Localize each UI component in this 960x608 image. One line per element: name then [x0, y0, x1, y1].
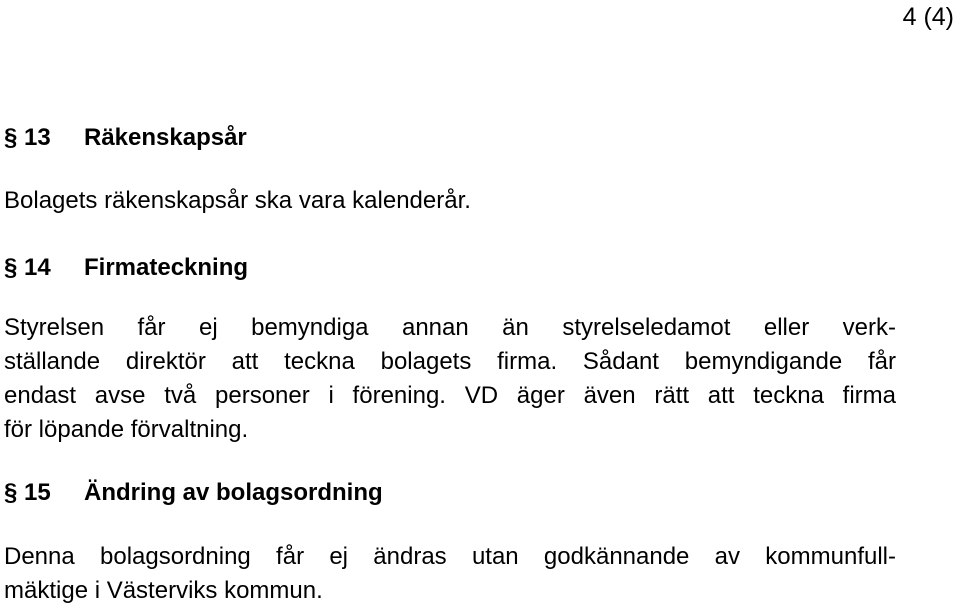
section-number: 13: [24, 124, 51, 151]
section-body-14: [4, 311, 896, 447]
body-line: Denna bolagsordning får ej ändras utan godkännande av kommunfull-: [4, 543, 896, 570]
section-body-13: [4, 184, 896, 218]
section-title: Firmateckning: [84, 254, 249, 281]
section-symbol: §: [4, 479, 18, 506]
body-line: Bolagets räkenskapsår ska vara kalenderår.: [4, 187, 471, 214]
section-heading-13: [4, 123, 247, 153]
section-symbol: §: [4, 124, 18, 151]
section-heading-15: [4, 478, 383, 508]
body-line: Styrelsen får ej bemyndiga annan än styrelseledamot eller verk-: [4, 314, 896, 341]
section-title: Räkenskapsår: [84, 124, 247, 151]
section-number: 14: [24, 254, 51, 281]
section-body-15: [4, 540, 896, 608]
section-heading-14: [4, 253, 248, 283]
section-number: 15: [24, 479, 51, 506]
body-line: för löpande förvaltning.: [4, 416, 249, 443]
body-line: mäktige i Västerviks kommun.: [4, 577, 323, 604]
body-line: endast avse två personer i förening. VD äger även rätt att teckna firma: [4, 382, 896, 409]
body-line: ställande direktör att teckna bolagets firma. Sådant bemyndigande får: [4, 348, 896, 375]
page-number: 4 (4): [902, 3, 954, 31]
section-title: Ändring av bolagsordning: [84, 479, 383, 506]
section-symbol: §: [4, 254, 18, 281]
